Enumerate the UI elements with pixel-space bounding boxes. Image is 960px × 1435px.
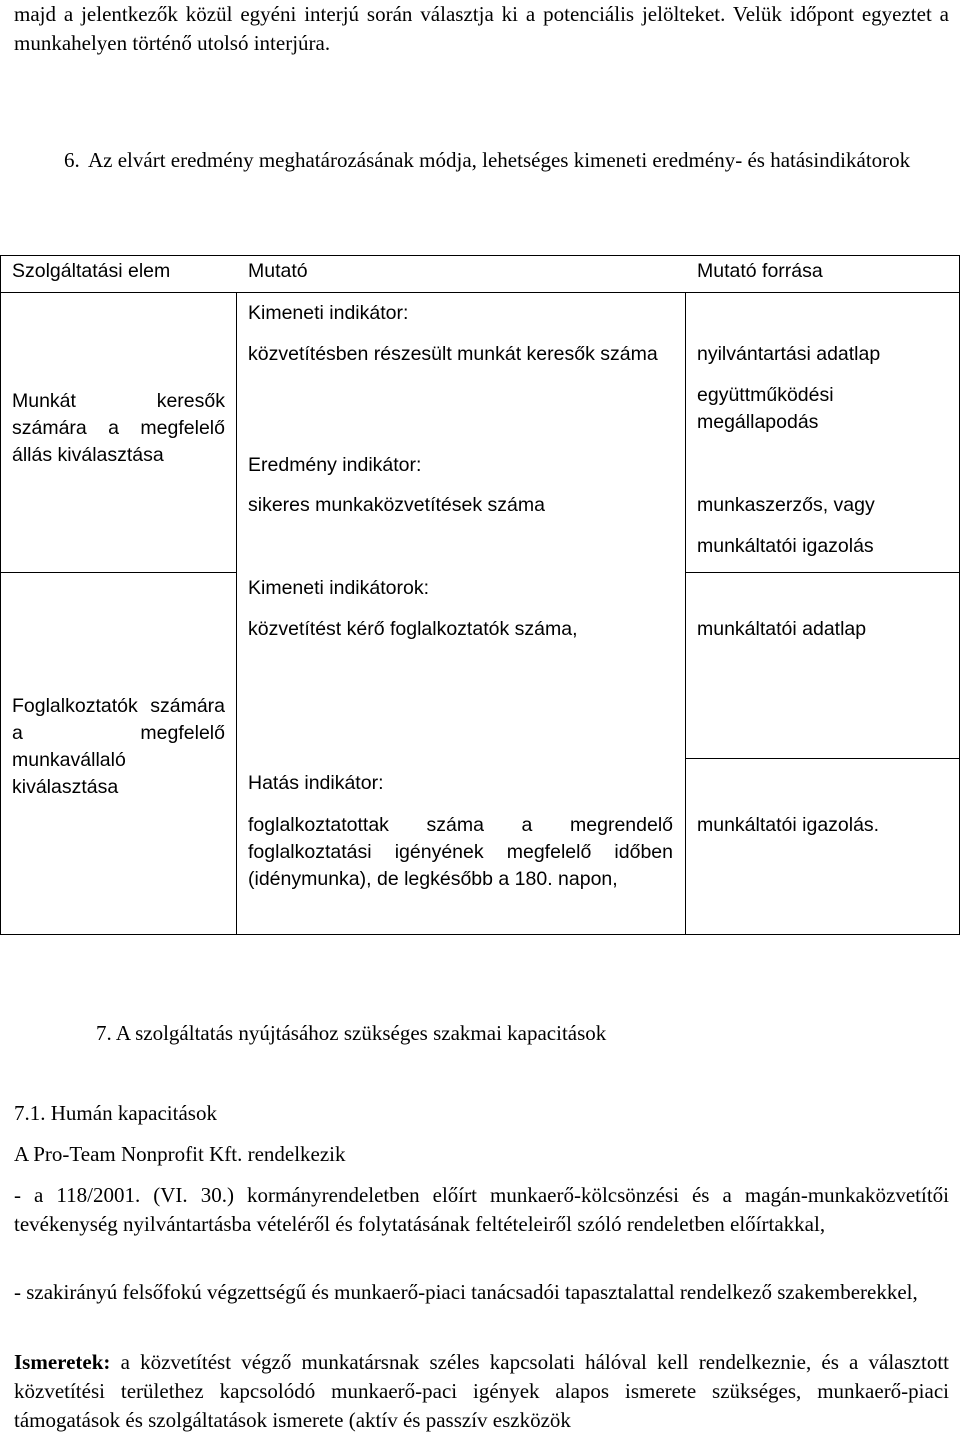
knowledge-text: a közvetítést végző munkatársnak széles kapcsolati hálóval kell rendelkeznie, és a választott közvetítési területhez kapcsolódó munkaerő-paci igények alapos ismerete szükséges, munkaerő-piaci támogatások és szolgáltatások ismerete (aktív és passzív eszközök: [14, 1350, 949, 1432]
row1-result-value: sikeres munkaközvetítések száma: [248, 494, 545, 516]
section-7-bullet-2: - szakirányú felsőfokú végzettségű és munkaerő-piaci tanácsadói tapasztalattal rendelkező szakemberekkel,: [14, 1280, 918, 1304]
table-border-header: [0, 292, 960, 293]
section-7-1-heading: 7.1. Humán kapacitások: [14, 1101, 217, 1125]
row2-impact-label: Hatás indikátor:: [248, 772, 384, 794]
section-7-bullet-1: - a 118/2001. (VI. 30.) kormányrendeletben előírt munkaerő-kölcsönzési és a magán-munkaközvetítői tevékenység nyilvántartásba vételéről és folytatásának feltételeiről szóló rendeletben előírtakkal,: [14, 1183, 949, 1236]
section-6-heading: [64, 146, 950, 175]
row1-result-label: Eredmény indikátor:: [248, 454, 422, 476]
row2-service-element: Foglalkoztatók számára a megfelelő munkavállaló kiválasztása: [12, 695, 225, 798]
indicator-table: [0, 255, 960, 935]
row2-source-2: munkáltatói igazolás.: [697, 814, 880, 836]
table-border-left: [0, 255, 1, 935]
row2-output-value: közvetítést kérő foglalkoztatók száma,: [248, 618, 578, 640]
section-6-number: 6.: [64, 148, 80, 172]
row1-output-value: közvetítésben részesült munkát keresők száma: [248, 343, 658, 365]
row2-source-1: munkáltatói adatlap: [697, 618, 867, 640]
table-border-row1-col1: [0, 572, 237, 573]
table-border-top: [0, 255, 960, 256]
table-border-bottom: [0, 934, 960, 935]
table-header-source: Mutató forrása: [697, 260, 823, 282]
table-border-col1: [236, 292, 237, 935]
row1-output-label: Kimeneti indikátor:: [248, 302, 409, 324]
table-border-col2: [685, 292, 686, 935]
section-6-title: Az elvárt eredmény meghatározásának módja, lehetséges kimeneti eredmény- és hatásindikátorok: [88, 148, 911, 172]
knowledge-label: Ismeretek:: [14, 1350, 111, 1374]
table-header-indicator: Mutató: [248, 260, 308, 282]
table-border-row1-col3: [685, 572, 960, 573]
section-7-knowledge: [14, 1348, 949, 1435]
section-7-heading: 7. A szolgáltatás nyújtásához szükséges szakmai kapacitások: [96, 1021, 607, 1045]
row1-source-1: nyilvántartási adatlap: [697, 343, 881, 365]
row2-output-label: Kimeneti indikátorok:: [248, 577, 430, 599]
row1-source-3: munkaszerzős, vagy: [697, 494, 875, 516]
row1-service-element: Munkát keresők számára a megfelelő állás kiválasztása: [12, 390, 225, 466]
intro-paragraph: majd a jelentkezők közül egyéni interjú során választja ki a potenciális jelölteket. Velük időpont egyeztet a munkahelyen történő utolsó interjúra.: [14, 2, 949, 55]
row1-source-2: együttműködési megállapodás: [697, 384, 834, 433]
row2-impact-value: foglalkoztatottak száma a megrendelő foglalkoztatási igényének megfelelő időben (idénymunka), de legkésőbb a 180. napon,: [248, 814, 673, 890]
table-border-row2-col3: [685, 758, 960, 759]
table-header-element: Szolgáltatási elem: [12, 260, 171, 282]
section-7-intro-line: A Pro-Team Nonprofit Kft. rendelkezik: [14, 1142, 346, 1166]
row1-source-4: munkáltatói igazolás: [697, 535, 874, 557]
